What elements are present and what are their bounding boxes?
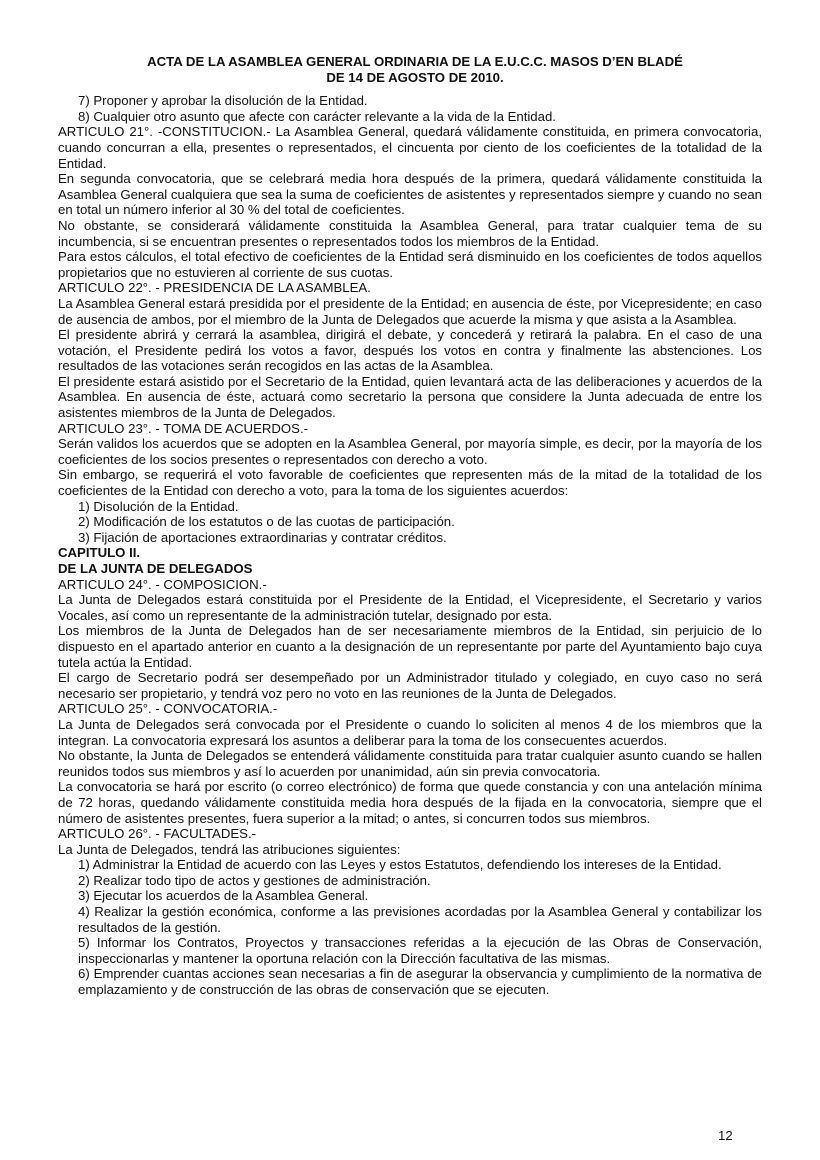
- paragraph: Serán validos los acuerdos que se adopten en la Asamblea General, por mayoría simple, es decir, por la mayoría de los coeficientes de los socios presentes o representados con derecho a voto.: [58, 436, 762, 467]
- paragraph: El presidente estará asistido por el Secretario de la Entidad, quien levantará acta de las deliberaciones y acuerdos de la Asamblea. En ausencia de éste, actuará como secretario la persona que considere la Junta adecuada de entre los asistentes miembros de la Junta de Delegados.: [58, 373, 762, 421]
- article-heading: ARTICULO 23°. - TOMA DE ACUERDOS.-: [58, 420, 309, 436]
- article-heading: ARTICULO 24°. - COMPOSICION.-: [58, 576, 267, 592]
- list-item: 5) Informar los Contratos, Proyectos y transacciones referidas a la ejecución de las Obras de Conservación, inspeccionarlas y mantener la oportuna relación con la Dirección facultativa de las mismas.: [78, 935, 762, 966]
- list-item: 8) Cualquier otro asunto que afecte con carácter relevante a la vida de la Entidad.: [78, 108, 556, 124]
- paragraph: La Asamblea General estará presidida por el presidente de la Entidad; en ausencia de éste, por Vicepresidente; en caso de ausencia de ambos, por el miembro de la Junta de Delegados que acuerde la misma y que asista a la Asamblea.: [58, 295, 762, 327]
- article-heading: ARTICULO 22°. - PRESIDENCIA DE LA ASAMBLEA.: [58, 280, 371, 296]
- paragraph: El cargo de Secretario podrá ser desempeñado por un Administrador titulado y colegiado, en cuyo caso no será necesario ser propietario, y tendrá voz pero no voto en las reuniones de la Junta de Delegados.: [58, 670, 762, 701]
- list-item: 3) Fijación de aportaciones extraordinarias y contratar créditos.: [78, 529, 447, 545]
- chapter-heading: DE LA JUNTA DE DELEGADOS: [58, 561, 253, 576]
- list-item: 3) Ejecutar los acuerdos de la Asamblea General.: [78, 888, 369, 904]
- list-item: 2) Modificación de los estatutos o de las cuotas de participación.: [78, 514, 455, 530]
- article-heading: ARTICULO 26°. - FACULTADES.-: [58, 826, 256, 842]
- article-heading: ARTICULO 25°. - CONVOCATORIA.-: [58, 701, 278, 717]
- chapter-heading: CAPITULO II.: [58, 545, 141, 561]
- paragraph: No obstante, se considerará válidamente constituida la Asamblea General, para tratar cualquier tema de su incumbencia, si se encuentran presentes o representados todos los miembros de la Entidad.: [58, 217, 762, 249]
- list-item: 7) Proponer y aprobar la disolución de la Entidad.: [78, 93, 368, 109]
- paragraph: Sin embargo, se requerirá el voto favorable de coeficientes que representen más de la mitad de la totalidad de los coeficientes de la Entidad con derecho a voto, para la toma de los siguientes acuerdos:: [58, 467, 762, 499]
- paragraph: La convocatoria se hará por escrito (o correo electrónico) de forma que quede constancia y con una antelación mínima de 72 horas, quedando válidamente constituida media hora después de la fijada en la convocatoria, siempre que el número de asistentes presentes, fuera superior a la mitad; o antes, si concurren todos sus miembros.: [58, 779, 762, 826]
- paragraph: El presidente abrirá y cerrará la asamblea, dirigirá el debate, y concederá y retirará la palabra. En el caso de una votación, el Presidente pedirá los votos a favor, después los votos en contra y finalmente las abstenciones. Los resultados de las votaciones serán recogidos en las actas de la Asamblea.: [58, 327, 762, 374]
- list-item: 1) Administrar la Entidad de acuerdo con las Leyes y estos Estatutos, defendiendo los intereses de la Entidad.: [78, 857, 722, 873]
- document-page: [58, 54, 762, 998]
- paragraph: En segunda convocatoria, que se celebrará media hora después de la primera, quedará válidamente constituida la Asamblea General cualquiera que sea la suma de coeficientes de asistentes y representados siempre y cuando no sean en total un número inferior al 30 % del total de coeficientes.: [58, 171, 762, 218]
- page-number: 12: [718, 1128, 733, 1143]
- paragraph: Para estos cálculos, el total efectivo de coeficientes de la Entidad será disminuido en los coeficientes de todos aquellos propietarios que no estuvieren al corriente de sus cuotas.: [58, 249, 762, 280]
- paragraph: No obstante, la Junta de Delegados se entenderá válidamente constituida para tratar cualquier asunto cuando se hallen reunidos todos sus miembros y así lo acuerden por unanimidad, aún sin previa convocatoria.: [58, 748, 762, 779]
- document-body: [58, 93, 762, 997]
- paragraph: La Junta de Delegados estará constituida por el Presidente de la Entidad, el Vicepresidente, el Secretario y varios Vocales, así como un representante de la administración tutelar, designado por esta.: [58, 592, 762, 623]
- list-item: 2) Realizar todo tipo de actos y gestiones de administración.: [78, 872, 431, 888]
- paragraph: Los miembros de la Junta de Delegados han de ser necesariamente miembros de la Entidad, sin perjuicio de lo dispuesto en el apartado anterior en cuanto a la designación de un representante por parte del Ayuntamiento bajo cuya tutela actúa la Entidad.: [58, 623, 762, 670]
- document-title: [68, 54, 762, 85]
- list-item: 6) Emprender cuantas acciones sean necesarias a fin de asegurar la observancia y cumplimiento de la normativa de emplazamiento y de construcción de las obras de conservación que se ejecuten.: [78, 966, 762, 998]
- list-item: 4) Realizar la gestión económica, conforme a las previsiones acordadas por la Asamblea General y contabilizar los resultados de la gestión.: [78, 904, 762, 935]
- list-item: 1) Disolución de la Entidad.: [78, 498, 239, 514]
- paragraph: ARTICULO 21°. -CONSTITUCION.- La Asamblea General, quedará válidamente constituida, en primera convocatoria, cuando concurran a ella, presentes o representados, el cincuenta por ciento de los coeficientes de la totalidad de la Entidad.: [58, 124, 762, 171]
- paragraph: La Junta de Delegados, tendrá las atribuciones siguientes:: [58, 841, 401, 857]
- title-line-1: ACTA DE LA ASAMBLEA GENERAL ORDINARIA DE LA E.U.C.C. MASOS D’EN BLADÉ: [147, 54, 683, 69]
- title-line-2: DE 14 DE AGOSTO DE 2010.: [326, 69, 504, 85]
- paragraph: La Junta de Delegados será convocada por el Presidente o cuando lo soliciten al menos 4 de los miembros que la integran. La convocatoria expresará los asuntos a deliberar para la toma de los consecuentes acuerdos.: [58, 716, 762, 748]
